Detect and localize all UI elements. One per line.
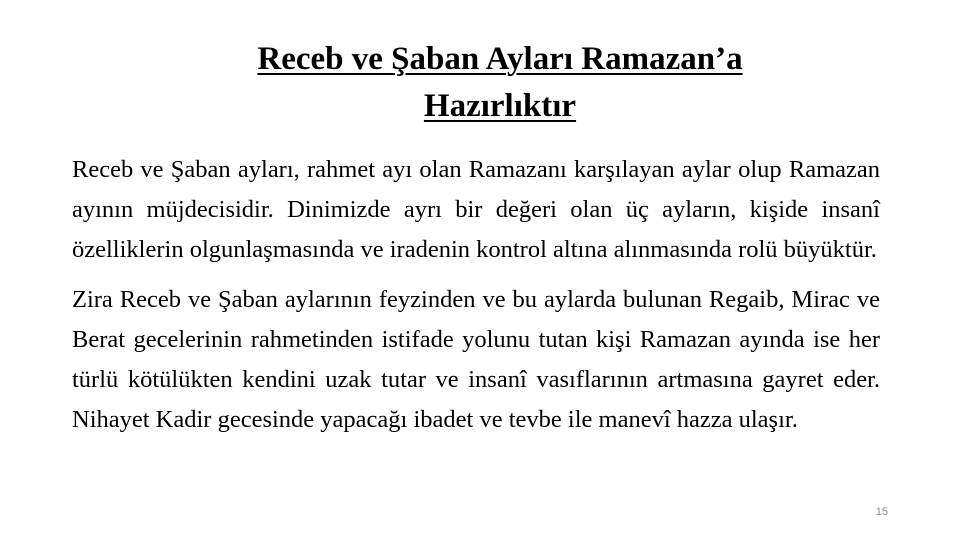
paragraph-1: Receb ve Şaban ayları, rahmet ayı olan Ramazanı karşılayan aylar olup Ramazan ayının müjdecisidir. Dinimizde ayrı bir değeri olan üç ayların, kişide insanî özelliklerin olgunlaşmasında ve iradenin kontrol altına alınmasında rolü büyüktür. xyxy=(72,156,880,263)
slide-body xyxy=(72,150,880,440)
slide-title-line-2: Hazırlıktır xyxy=(423,88,577,124)
slide-title xyxy=(150,36,850,130)
paragraph-2: Zira Receb ve Şaban aylarının feyzinden ve bu aylarda bulunan Regaib, Mirac ve Berat gecelerinin rahmetinden istifade yolunu tutan kişi Ramazan ayında ise her türlü kötülükten kendini uzak tutar ve insanî vasıflarının artmasına gayret eder. Nihayet Kadir gecesinde yapacağı ibadet ve tevbe ile manevî hazza ulaşır. xyxy=(72,286,880,433)
page-number: 15 xyxy=(875,506,888,518)
slide-title-line-1: Receb ve Şaban Ayları Ramazan’a xyxy=(257,41,743,77)
